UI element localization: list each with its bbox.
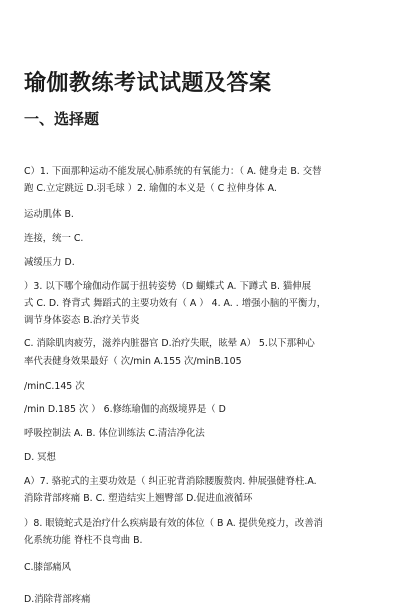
section-heading: 一、选择题 bbox=[24, 110, 100, 128]
question-line: A）7. 骆驼式的主要功效是（ 纠正驼背消除腰腹赘肉. 伸展强健脊柱.A. bbox=[24, 476, 317, 487]
question-line: 化系统功能 脊柱不良弯曲 B. bbox=[24, 535, 143, 546]
question-line: 率代表健身效果最好（ 次/min A.155 次/minB.105 bbox=[24, 356, 242, 367]
question-line: C）1. 下面那种运动不能发展心肺系统的有氧能力：（ A. 健身走 B. 交替 bbox=[24, 166, 322, 177]
question-line: ）8. 眼镜蛇式是治疗什么疾病最有效的体位（ B A. 提供免疫力，改善消 bbox=[24, 518, 324, 529]
document-title: 瑜伽教练考试试题及答案 bbox=[24, 70, 272, 96]
question-line: 消除背部疼痛 B. C. 塑造结实上翘臀部 D.促进血液循环 bbox=[24, 493, 253, 504]
question-line: 式 C. D. 脊背式 舞蹈式的主要功效有（ A ） 4. A. . 增强小脑的平衡力， bbox=[24, 298, 327, 309]
question-line: 呼吸控制法 A. B. 体位训练法 C.清洁净化法 bbox=[24, 428, 205, 439]
question-line: C.膝部痛风 bbox=[24, 562, 72, 573]
question-line: D. 冥想 bbox=[24, 452, 56, 463]
question-line: /minC.145 次 bbox=[24, 381, 85, 392]
question-line: D.消除背部疼痛 bbox=[24, 594, 91, 605]
question-line: 跑 C.立定跳远 D.羽毛球 ）2. 瑜伽的本义是（ C 拉伸身体 A. bbox=[24, 183, 277, 194]
question-line: ）3. 以下哪个瑜伽动作属于扭转姿势（D 蝴蝶式 A. 下蹲式 B. 猫伸展 bbox=[24, 281, 312, 292]
question-line: 运动肌体 B. bbox=[24, 209, 74, 220]
question-line: C. 消除肌肉疲劳，滋养内脏器官 D.治疗失眠，眩晕 A） 5.以下那种心 bbox=[24, 338, 315, 349]
question-line: /min D.185 次 ） 6.修练瑜伽的高级境界是（ D bbox=[24, 404, 226, 415]
question-line: 调节身体姿态 B.治疗关节炎 bbox=[24, 315, 140, 326]
question-line: 减缓压力 D. bbox=[24, 257, 75, 268]
question-line: 连接，统一 C. bbox=[24, 233, 84, 244]
